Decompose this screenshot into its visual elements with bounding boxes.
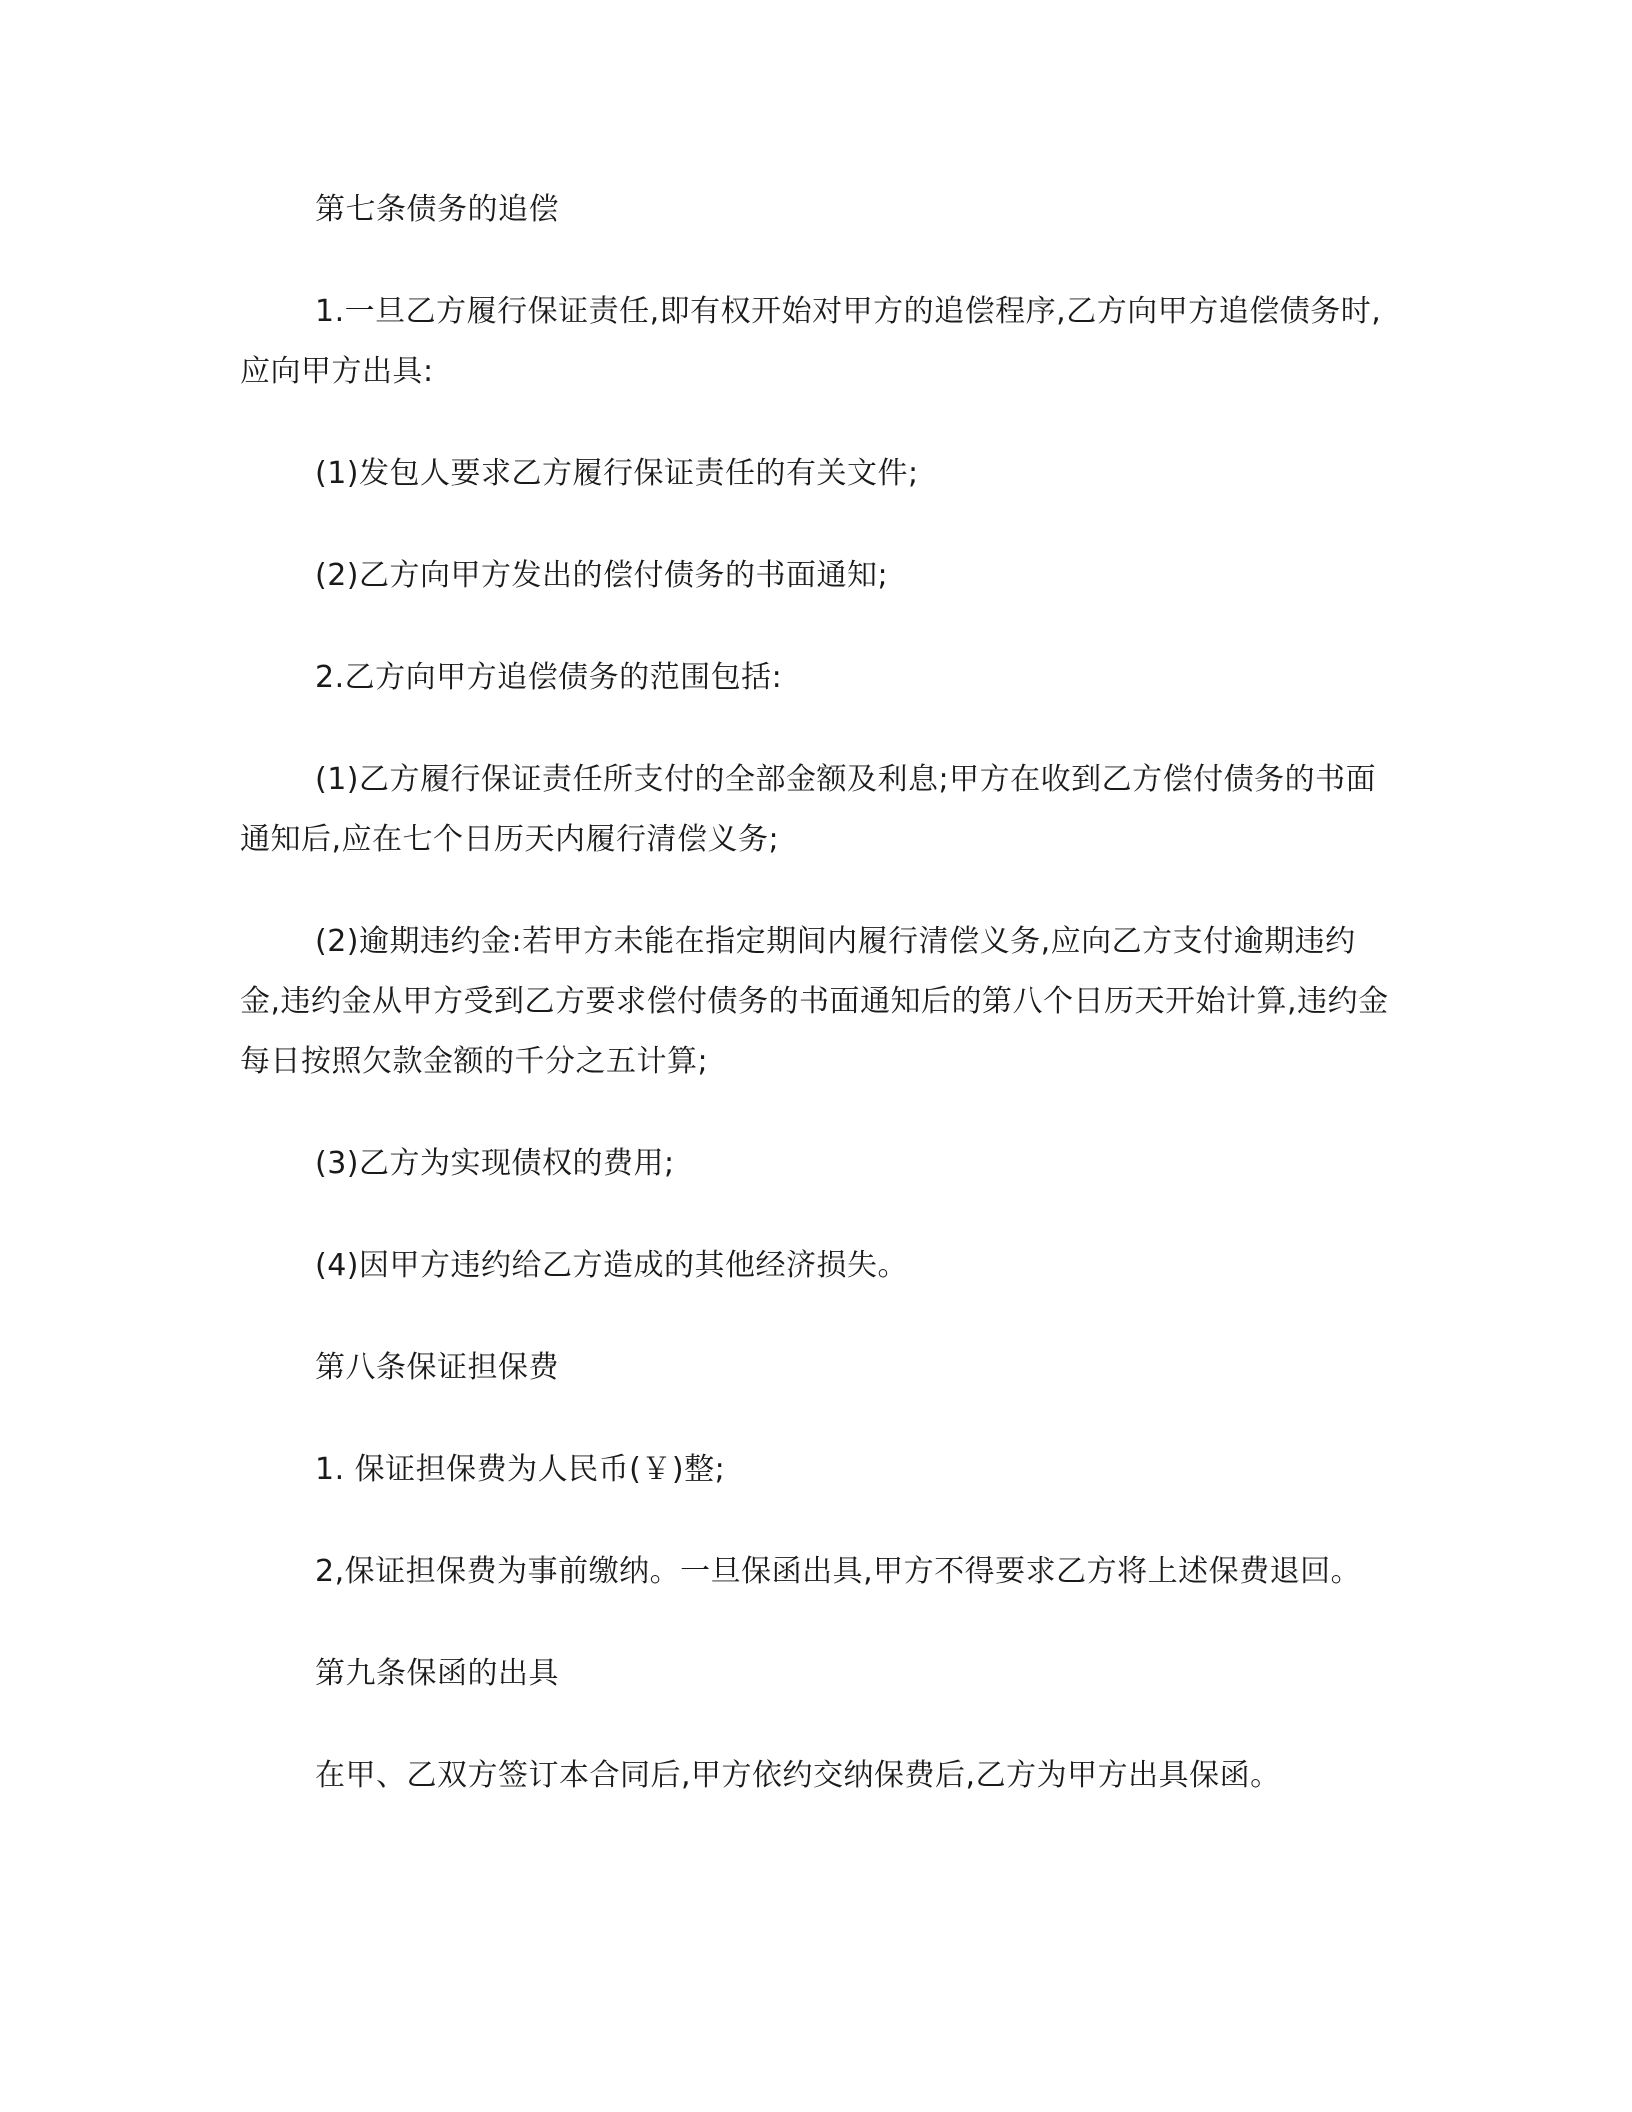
article-7-clause-2-item-2: (2)逾期违约金:若甲方未能在指定期间内履行清偿义务,应向乙方支付逾期违约金,违约金从甲方受到乙方要求偿付债务的书面通知后的第八个日历天开始计算,违约金每日按照欠款金额的千分之五计算; bbox=[240, 924, 1389, 1079]
article-7-clause-1: 1.一旦乙方履行保证责任,即有权开始对甲方的追偿程序,乙方向甲方追偿债务时,应向甲方出具: bbox=[240, 294, 1382, 389]
article-9-heading: 第九条保函的出具 bbox=[315, 1656, 559, 1691]
article-8-heading: 第八条保证担保费 bbox=[315, 1350, 559, 1385]
article-7-heading: 第七条债务的追偿 bbox=[315, 192, 559, 227]
article-7-clause-2-item-1: (1)乙方履行保证责任所支付的全部金额及利息;甲方在收到乙方偿付债务的书面通知后,应在七个日历天内履行清偿义务; bbox=[240, 762, 1377, 857]
article-9-clause-1: 在甲、乙双方签订本合同后,甲方依约交纳保费后,乙方为甲方出具保函。 bbox=[315, 1758, 1281, 1793]
article-8-clause-2: 2,保证担保费为事前缴纳。一旦保函出具,甲方不得要求乙方将上述保费退回。 bbox=[315, 1554, 1362, 1589]
article-7-clause-2-item-4: (4)因甲方违约给乙方造成的其他经济损失。 bbox=[315, 1248, 908, 1283]
article-7-clause-2-item-3: (3)乙方为实现债权的费用; bbox=[315, 1146, 675, 1181]
article-7-clause-1-item-2: (2)乙方向甲方发出的偿付债务的书面通知; bbox=[315, 558, 889, 593]
article-7-clause-2: 2.乙方向甲方追偿债务的范围包括: bbox=[315, 660, 783, 695]
document-page bbox=[240, 180, 1390, 1806]
article-7-clause-1-item-1: (1)发包人要求乙方履行保证责任的有关文件; bbox=[315, 456, 919, 491]
article-8-clause-1: 1. 保证担保费为人民币(￥)整; bbox=[315, 1452, 726, 1487]
